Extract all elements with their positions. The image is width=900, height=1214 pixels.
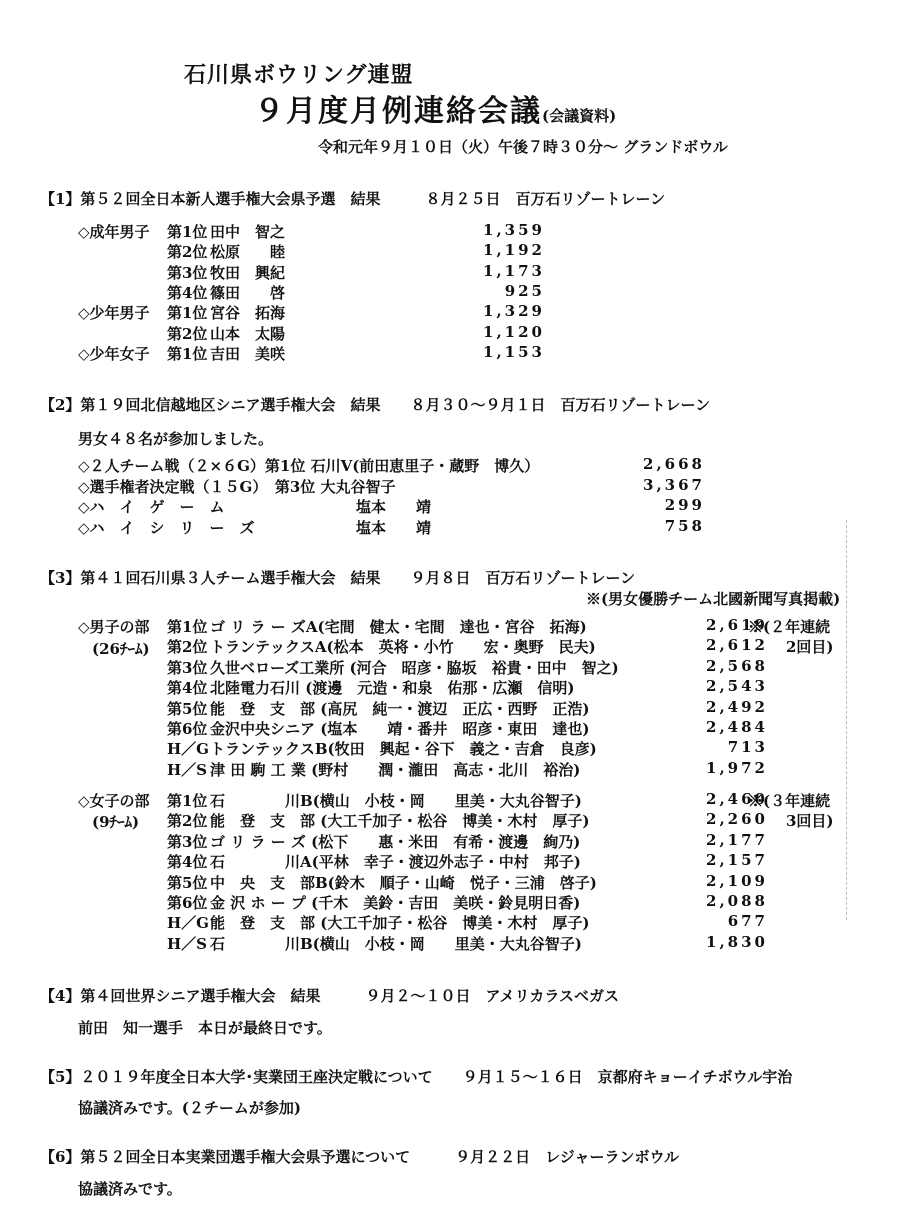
rank-label: H／G [167,740,209,759]
team-result-row [0,831,900,851]
score-value: 3,367 [643,475,705,494]
team-result-row [0,912,900,932]
rank-label: 第2位 [167,812,208,831]
team-name: トランテックスA(松本 英将・小竹 宏・奥野 民夫) [210,638,596,657]
rank-label: 第1位 [167,792,208,810]
photo-note: ※(男女優勝チーム北國新聞写真掲載) [586,590,841,608]
streak-note: 3回目) [786,812,834,831]
section-3-heading: 【3】第４１回石川県３人チーム選手権大会 結果 ９月８日 百万石リゾートレーン [40,569,636,587]
team-result-row [0,718,900,738]
team-name: 石 川B(横山 小枝・岡 里美・大丸谷智子) [210,934,582,953]
score-value: 1,972 [706,758,768,777]
rank-label: H／G [167,914,209,933]
section-4-heading: 【4】第４回世界シニア選手権大会 結果 ９月２～１０日 アメリカラスベガス [40,987,619,1005]
rank-label: 第4位 [167,283,208,302]
result-row [0,455,900,475]
team-result-row [0,892,900,912]
rank-label: 第6位 [167,720,208,738]
rank-label: 第1位 [167,618,208,636]
score-value: 1,830 [706,932,768,951]
team-name: ゴ リ ラ ー ズA(宅間 健太・宅間 達也・宮谷 拓海) [210,618,587,636]
score-value: 1,173 [483,261,545,280]
rank-label: 第5位 [167,873,208,892]
rank-label: 第2位 [167,243,208,262]
player-name: 田中 智之 [210,223,286,241]
section-5-heading: 【5】２０１９年度全日本大学･実業団王座決定戦について ９月１５～１６日 京都府キョーイチボウル宇治 [40,1068,793,1086]
player-name: 篠田 啓 [210,283,286,302]
event-label: ◇ハ イ ゲ ー ム [78,498,225,516]
score-value: 2,568 [706,656,768,675]
rank-label: 第1位 [167,223,208,241]
score-value: 1,120 [483,322,545,341]
section-5-body: 協議済みです。(２チームが参加) [78,1099,301,1117]
score-value: 1,329 [483,302,545,321]
player-name: 塩本 靖 [356,498,432,516]
streak-note: 2回目) [786,638,834,657]
women-team-count: (9ﾁｰﾑ) [92,813,140,831]
rank-label: 第4位 [167,853,208,872]
team-name: 石 川A(平林 幸子・渡辺外志子・中村 邦子) [210,853,581,872]
team-name: 石 川B(横山 小枝・岡 里美・大丸谷智子) [210,792,582,810]
team-result-row [0,738,900,758]
team-result-row [0,933,900,953]
team-result-row [0,810,900,830]
result-row [0,221,900,241]
streak-note: ※(２年連続 [748,618,831,636]
score-value: 2,177 [706,830,768,849]
score-value: 2,612 [706,636,768,655]
team-result-row [0,616,900,636]
score-value: 677 [727,912,768,931]
organization-name: 石川県ボウリング連盟 [184,62,414,88]
player-name: 吉田 美咲 [210,344,286,363]
score-value: 1,192 [483,241,545,260]
result-row [0,241,900,261]
team-name: 津 田 駒 工 業 (野村 潤・瀧田 高志・北川 裕治) [210,760,581,779]
team-result-row [0,698,900,718]
rank-label: 第1位 [167,344,208,363]
section-2-intro: 男女４８名が参加しました。 [78,430,274,448]
team-name: ゴ リ ラ ー ズ (松下 惠・米田 有希・渡邊 絢乃) [210,832,581,851]
rank-label: 第3位 [167,832,208,851]
score-value: 2,109 [706,871,768,890]
player-name: 松原 睦 [210,243,286,262]
team-name: トランテックスB(牧田 興起・谷下 義之・吉倉 良彦) [210,740,597,759]
team-result-row [0,872,900,892]
event-label: ◇ハ イ シ リ ー ズ [78,518,255,537]
scan-margin-line [846,520,847,920]
section-4-body: 前田 知一選手 本日が最終日です。 [78,1019,332,1037]
category-label: ◇少年女子 [78,344,150,363]
score-value: 713 [727,738,768,757]
rank-label: H／S [167,934,208,953]
score-value: 2,088 [706,892,768,910]
rank-label: 第3位 [167,263,208,282]
player-name: 宮谷 拓海 [210,304,286,323]
category-label: ◇少年男子 [78,304,150,323]
rank-label: H／S [167,760,208,779]
men-division-label: ◇男子の部 [78,618,150,636]
score-value: 758 [664,516,705,535]
score-value: 2,157 [706,851,768,870]
team-result-row [0,677,900,697]
player-name: 牧田 興紀 [210,263,286,282]
team-name: 金沢中央シニア (塩本 靖・番井 昭彦・東田 達也) [210,720,590,738]
women-division-label: ◇女子の部 [78,792,150,810]
team-name: 久世ベローズ工業所 (河合 昭彦・脇坂 裕貴・田中 智之) [210,658,619,677]
team-name: 中 央 支 部B(鈴木 順子・山崎 悦子・三浦 啓子) [210,873,597,892]
rank-label: 第1位 [167,304,208,323]
event-label: ◇選手権者決定戦（１５G） 第3位 大丸谷智子 [78,477,396,496]
score-value: 2,668 [643,455,705,473]
rank-label: 第6位 [167,894,208,912]
result-row [0,343,900,363]
title-text: ９月度月例連絡会議 [254,94,542,129]
score-value: 299 [664,496,705,514]
player-name: 山本 太陽 [210,324,286,343]
score-value: 1,359 [483,221,545,239]
team-name: 北陸電力石川 (渡邊 元造・和泉 佑那・広瀬 信明) [210,679,575,698]
men-team-count: (26ﾁｰﾑ) [92,640,150,658]
section-1-heading: 【1】第５２回全日本新人選手権大会県予選 結果 ８月２５日 百万石リゾートレーン [40,190,666,208]
score-value: 2,484 [706,718,768,736]
team-result-row [0,790,900,810]
result-row [0,302,900,322]
result-row [0,517,900,537]
team-name: 能 登 支 部 (大工千加子・松谷 博美・木村 厚子) [210,914,590,933]
meeting-dateline: 令和元年９月１０日（火）午後７時３０分～ グランドボウル [318,138,728,156]
section-2-heading: 【2】第１９回北信越地区シニア選手権大会 結果 ８月３０～９月１日 百万石リゾートレーン [40,396,711,414]
category-label: ◇成年男子 [78,223,150,241]
team-result-row [0,851,900,871]
team-name: 金 沢 ホ ー プ (千木 美鈴・吉田 美咲・鈴見明日香) [210,894,581,912]
section-6-body: 協議済みです。 [78,1180,182,1198]
team-result-row [0,759,900,779]
score-value: 2,543 [706,677,768,696]
rank-label: 第2位 [167,638,208,657]
team-result-row [0,636,900,656]
event-label: ◇２人チーム戦（２×６G）第1位 石川V(前田恵里子・蔵野 博久） [78,457,540,475]
score-value: 2,260 [706,810,768,829]
score-value: 2,619 [706,616,768,634]
result-row [0,323,900,343]
score-value: 2,492 [706,697,768,716]
rank-label: 第3位 [167,658,208,677]
title-subtitle: (会議資料) [542,107,617,125]
rank-label: 第4位 [167,679,208,698]
team-name: 能 登 支 部 (大工千加子・松谷 博美・木村 厚子) [210,812,590,831]
streak-note: ※(３年連続 [748,792,831,810]
team-name: 能 登 支 部 (高尻 純一・渡辺 正広・西野 正浩) [210,699,590,718]
score-value: 2,460 [706,790,768,808]
document-title [254,86,616,130]
player-name: 塩本 靖 [356,518,432,537]
score-value: 1,153 [483,342,545,361]
team-result-row [0,657,900,677]
rank-label: 第2位 [167,324,208,343]
rank-label: 第5位 [167,699,208,718]
score-value: 925 [504,281,545,300]
result-row [0,496,900,516]
result-row [0,282,900,302]
result-row [0,476,900,496]
section-6-heading: 【6】第５２回全日本実業団選手権大会県予選について ９月２２日 レジャーランボウル [40,1148,680,1166]
result-row [0,262,900,282]
